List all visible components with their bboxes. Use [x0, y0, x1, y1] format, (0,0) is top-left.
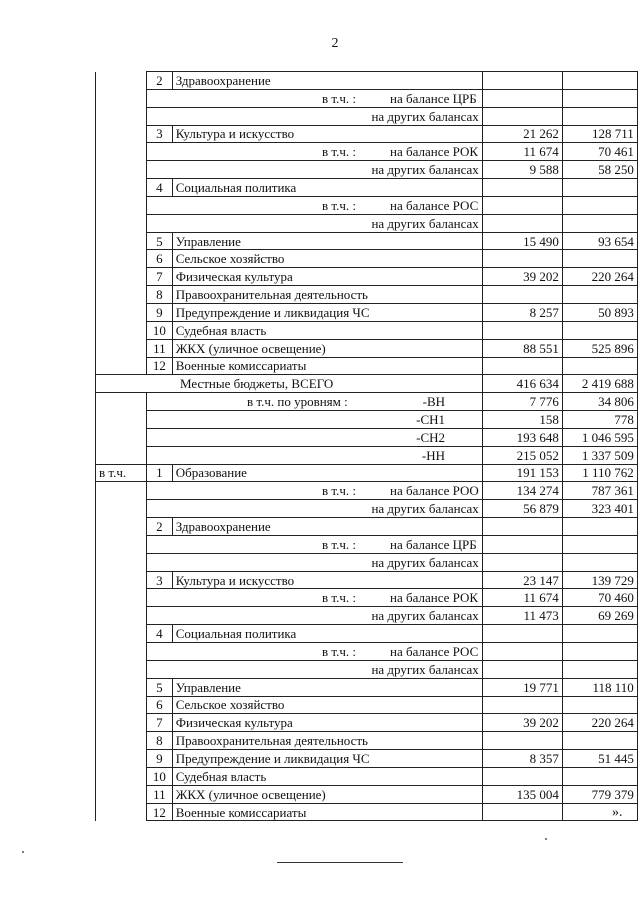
row-number: 11 — [147, 339, 173, 357]
incl-label-cell — [96, 732, 147, 750]
value-cell-1: 158 — [482, 411, 562, 429]
value-cell-1 — [482, 535, 562, 553]
table-row — [96, 321, 638, 339]
total-row — [96, 375, 638, 393]
value-cell-1: 56 879 — [482, 500, 562, 518]
value-cell-1 — [482, 250, 562, 268]
table-row — [96, 250, 638, 268]
incl-label-cell — [96, 625, 147, 643]
row-name: Предупреждение и ликвидация ЧС — [172, 303, 482, 321]
value-cell-2 — [562, 196, 637, 214]
value-cell-2: 1 046 595 — [562, 428, 637, 446]
value-cell-2 — [562, 767, 637, 785]
value-cell-2 — [562, 321, 637, 339]
value-cell-1: 11 473 — [482, 607, 562, 625]
incl-label-cell — [96, 161, 147, 179]
value-cell-1 — [482, 357, 562, 375]
table-row — [96, 643, 638, 661]
value-cell-1 — [482, 767, 562, 785]
value-cell-2: 779 379 — [562, 785, 637, 803]
row-number: 3 — [147, 125, 173, 143]
incl-label-cell — [96, 125, 147, 143]
row-name: Судебная власть — [172, 767, 482, 785]
row-name: Судебная власть — [172, 321, 482, 339]
row-number: 4 — [147, 179, 173, 197]
value-cell-2: 1 110 762 — [562, 464, 637, 482]
incl-label-cell — [96, 286, 147, 304]
value-cell-1: 9 588 — [482, 161, 562, 179]
level-code: -ВН — [422, 394, 445, 410]
value-cell-2: 128 711 — [562, 125, 637, 143]
table-row — [96, 518, 638, 536]
value-cell-1: 8 357 — [482, 750, 562, 768]
sub-label — [147, 89, 483, 107]
incl-label-cell — [96, 196, 147, 214]
value-cell-1: 39 202 — [482, 714, 562, 732]
value-cell-1 — [482, 179, 562, 197]
incl-label-cell — [96, 535, 147, 553]
row-name: Управление — [172, 678, 482, 696]
value-cell-1: 193 648 — [482, 428, 562, 446]
level-prefix: в т.ч. по уровням : — [247, 394, 348, 410]
row-name: Культура и искусство — [172, 571, 482, 589]
value-cell-2 — [562, 625, 637, 643]
row-name: Предупреждение и ликвидация ЧС — [172, 750, 482, 768]
incl-label-cell: в т.ч. — [96, 464, 147, 482]
incl-label-cell — [96, 678, 147, 696]
balance-label: на балансе ЦРБ — [390, 90, 477, 106]
footer-rule — [277, 862, 403, 863]
other-balances-label: на других балансах — [147, 660, 483, 678]
level-code: -СН1 — [416, 411, 445, 427]
other-balances-label: на других балансах — [147, 107, 483, 125]
other-balances-label: на других балансах — [147, 214, 483, 232]
balance-label: на балансе РОО — [390, 483, 479, 499]
value-cell-1: 215 052 — [482, 446, 562, 464]
row-number: 12 — [147, 803, 173, 821]
table-row — [96, 607, 638, 625]
incl-label-cell — [96, 571, 147, 589]
closing-quote: ». — [612, 805, 623, 820]
row-number: 8 — [147, 286, 173, 304]
table-row — [96, 696, 638, 714]
row-number: 8 — [147, 732, 173, 750]
row-name: Образование — [172, 464, 482, 482]
row-name: Правоохранительная деятельность — [172, 732, 482, 750]
value-cell-1 — [482, 660, 562, 678]
value-cell-2: 787 361 — [562, 482, 637, 500]
row-number: 4 — [147, 625, 173, 643]
value-cell-1 — [482, 321, 562, 339]
value-cell-2: 50 893 — [562, 303, 637, 321]
sub-label — [147, 143, 483, 161]
row-name: Военные комиссариаты — [172, 357, 482, 375]
table-row — [96, 89, 638, 107]
incl-label-cell — [96, 714, 147, 732]
total-label: Местные бюджеты, ВСЕГО — [96, 375, 483, 393]
table-row — [96, 625, 638, 643]
value-cell-2 — [562, 732, 637, 750]
table-row — [96, 803, 638, 821]
value-cell-1: 15 490 — [482, 232, 562, 250]
value-cell-2 — [562, 696, 637, 714]
sub-label — [147, 535, 483, 553]
value-cell-1 — [482, 72, 562, 90]
value-cell-1 — [482, 696, 562, 714]
incl-label-cell — [96, 143, 147, 161]
sub-label — [147, 589, 483, 607]
value-cell-2 — [562, 643, 637, 661]
value-cell-1: 135 004 — [482, 785, 562, 803]
value-cell-1: 11 674 — [482, 143, 562, 161]
incl-label-cell — [96, 428, 147, 446]
table-row — [96, 179, 638, 197]
table-row — [96, 732, 638, 750]
row-number: 6 — [147, 696, 173, 714]
table-row — [96, 553, 638, 571]
incl-prefix: в т.ч. : — [322, 536, 356, 552]
value-cell-2: 139 729 — [562, 571, 637, 589]
other-balances-label: на других балансах — [147, 500, 483, 518]
value-cell-1 — [482, 214, 562, 232]
scan-speck — [545, 838, 547, 840]
value-cell-2: 323 401 — [562, 500, 637, 518]
incl-prefix: в т.ч. : — [322, 144, 356, 160]
scan-speck — [22, 851, 24, 853]
other-balances-label: на других балансах — [147, 161, 483, 179]
table-row — [96, 107, 638, 125]
row-number: 2 — [147, 72, 173, 90]
incl-label-cell — [96, 303, 147, 321]
table-row — [96, 125, 638, 143]
value-cell-2: 93 654 — [562, 232, 637, 250]
value-cell-2: 70 460 — [562, 589, 637, 607]
value-cell-1: 7 776 — [482, 393, 562, 411]
level-label — [147, 393, 483, 411]
other-balances-label: на других балансах — [147, 553, 483, 571]
level-label — [147, 446, 483, 464]
value-cell-2 — [562, 214, 637, 232]
row-name: Здравоохранение — [172, 518, 482, 536]
table-row — [96, 232, 638, 250]
incl-prefix: в т.ч. : — [322, 90, 356, 106]
value-cell-2: 778 — [562, 411, 637, 429]
value-cell-1 — [482, 553, 562, 571]
incl-label-cell — [96, 321, 147, 339]
incl-label-cell — [96, 589, 147, 607]
value-cell-2: 525 896 — [562, 339, 637, 357]
table-row — [96, 357, 638, 375]
total-value-1: 416 634 — [482, 375, 562, 393]
row-number: 12 — [147, 357, 173, 375]
incl-label-cell — [96, 411, 147, 429]
table-row — [96, 339, 638, 357]
value-cell-1 — [482, 643, 562, 661]
incl-label-cell — [96, 607, 147, 625]
row-name: Сельское хозяйство — [172, 250, 482, 268]
balance-label: на балансе ЦРБ — [390, 536, 477, 552]
level-row — [96, 446, 638, 464]
table-row — [96, 286, 638, 304]
value-cell-2 — [562, 803, 637, 821]
table-row — [96, 161, 638, 179]
value-cell-2: 58 250 — [562, 161, 637, 179]
incl-label-cell — [96, 339, 147, 357]
incl-label-cell — [96, 750, 147, 768]
value-cell-2 — [562, 660, 637, 678]
incl-label-cell — [96, 357, 147, 375]
table-row — [96, 589, 638, 607]
value-cell-2 — [562, 89, 637, 107]
value-cell-2: 220 264 — [562, 714, 637, 732]
table-row — [96, 571, 638, 589]
row-number: 2 — [147, 518, 173, 536]
other-balances-label: на других балансах — [147, 607, 483, 625]
sub-label — [147, 482, 483, 500]
value-cell-1 — [482, 625, 562, 643]
incl-label-cell — [96, 553, 147, 571]
table-row — [96, 303, 638, 321]
level-row — [96, 411, 638, 429]
table-row — [96, 785, 638, 803]
value-cell-2: 220 264 — [562, 268, 637, 286]
level-row — [96, 393, 638, 411]
value-cell-2 — [562, 250, 637, 268]
table-row — [96, 750, 638, 768]
total-value-2: 2 419 688 — [562, 375, 637, 393]
value-cell-2 — [562, 107, 637, 125]
row-number: 7 — [147, 714, 173, 732]
row-name: Социальная политика — [172, 179, 482, 197]
incl-label-cell — [96, 518, 147, 536]
value-cell-1 — [482, 196, 562, 214]
incl-label-cell — [96, 696, 147, 714]
balance-label: на балансе РОС — [390, 643, 479, 659]
incl-label-cell — [96, 767, 147, 785]
incl-label-cell — [96, 214, 147, 232]
value-cell-1: 21 262 — [482, 125, 562, 143]
incl-label-cell — [96, 179, 147, 197]
incl-label-cell — [96, 643, 147, 661]
value-cell-1 — [482, 286, 562, 304]
value-cell-1: 11 674 — [482, 589, 562, 607]
row-name: Физическая культура — [172, 268, 482, 286]
value-cell-1: 191 153 — [482, 464, 562, 482]
value-cell-2: 70 461 — [562, 143, 637, 161]
value-cell-1: 88 551 — [482, 339, 562, 357]
value-cell-2 — [562, 179, 637, 197]
table-row — [96, 500, 638, 518]
level-label — [147, 411, 483, 429]
table-row — [96, 767, 638, 785]
level-code: -НН — [421, 447, 445, 463]
sub-label — [147, 196, 483, 214]
row-name: ЖКХ (уличное освещение) — [172, 785, 482, 803]
value-cell-1 — [482, 732, 562, 750]
level-code: -СН2 — [416, 429, 445, 445]
row-name: Управление — [172, 232, 482, 250]
table-row — [96, 72, 638, 90]
table-row — [96, 464, 638, 482]
incl-label-cell — [96, 393, 147, 411]
table-row — [96, 660, 638, 678]
incl-label-cell — [96, 785, 147, 803]
incl-prefix: в т.ч. : — [322, 643, 356, 659]
table-row — [96, 214, 638, 232]
value-cell-1 — [482, 803, 562, 821]
row-name: Культура и искусство — [172, 125, 482, 143]
table-row — [96, 196, 638, 214]
sub-label — [147, 643, 483, 661]
page-number: 2 — [331, 36, 339, 51]
value-cell-1: 23 147 — [482, 571, 562, 589]
value-cell-2 — [562, 72, 637, 90]
value-cell-2: 51 445 — [562, 750, 637, 768]
table-row — [96, 268, 638, 286]
table-row — [96, 714, 638, 732]
value-cell-2: 34 806 — [562, 393, 637, 411]
incl-label-cell — [96, 500, 147, 518]
incl-label-cell — [96, 232, 147, 250]
incl-label-cell — [96, 107, 147, 125]
row-name: Физическая культура — [172, 714, 482, 732]
value-cell-2: 69 269 — [562, 607, 637, 625]
row-number: 10 — [147, 767, 173, 785]
incl-label-cell — [96, 660, 147, 678]
table-row — [96, 678, 638, 696]
incl-prefix: в т.ч. : — [322, 483, 356, 499]
value-cell-2 — [562, 357, 637, 375]
row-name: Социальная политика — [172, 625, 482, 643]
incl-label-cell — [96, 89, 147, 107]
incl-label-cell — [96, 250, 147, 268]
balance-label: на балансе РОС — [390, 197, 479, 213]
row-number: 3 — [147, 571, 173, 589]
value-cell-2: 118 110 — [562, 678, 637, 696]
row-number: 9 — [147, 750, 173, 768]
row-name: Правоохранительная деятельность — [172, 286, 482, 304]
value-cell-1: 19 771 — [482, 678, 562, 696]
row-number: 9 — [147, 303, 173, 321]
row-number: 11 — [147, 785, 173, 803]
incl-label-cell — [96, 446, 147, 464]
value-cell-1 — [482, 518, 562, 536]
row-number: 7 — [147, 268, 173, 286]
value-cell-2 — [562, 535, 637, 553]
table-row — [96, 535, 638, 553]
row-number: 5 — [147, 678, 173, 696]
row-name: Сельское хозяйство — [172, 696, 482, 714]
row-name: Здравоохранение — [172, 72, 482, 90]
row-number: 1 — [147, 464, 173, 482]
table-row — [96, 143, 638, 161]
value-cell-1: 8 257 — [482, 303, 562, 321]
balance-label: на балансе РОК — [390, 144, 479, 160]
balance-label: на балансе РОК — [390, 590, 479, 606]
row-number: 10 — [147, 321, 173, 339]
incl-label-cell — [96, 803, 147, 821]
incl-prefix: в т.ч. : — [322, 590, 356, 606]
level-row — [96, 428, 638, 446]
value-cell-2 — [562, 286, 637, 304]
incl-label-cell — [96, 268, 147, 286]
value-cell-1: 39 202 — [482, 268, 562, 286]
row-name: ЖКХ (уличное освещение) — [172, 339, 482, 357]
budget-table — [95, 71, 638, 821]
level-label — [147, 428, 483, 446]
value-cell-2: 1 337 509 — [562, 446, 637, 464]
row-number: 6 — [147, 250, 173, 268]
value-cell-1 — [482, 89, 562, 107]
table-row — [96, 482, 638, 500]
row-name: Военные комиссариаты — [172, 803, 482, 821]
incl-prefix: в т.ч. : — [322, 197, 356, 213]
incl-label-cell — [96, 482, 147, 500]
row-number: 5 — [147, 232, 173, 250]
incl-label-cell — [96, 72, 147, 90]
value-cell-2 — [562, 518, 637, 536]
value-cell-1: 134 274 — [482, 482, 562, 500]
value-cell-1 — [482, 107, 562, 125]
value-cell-2 — [562, 553, 637, 571]
